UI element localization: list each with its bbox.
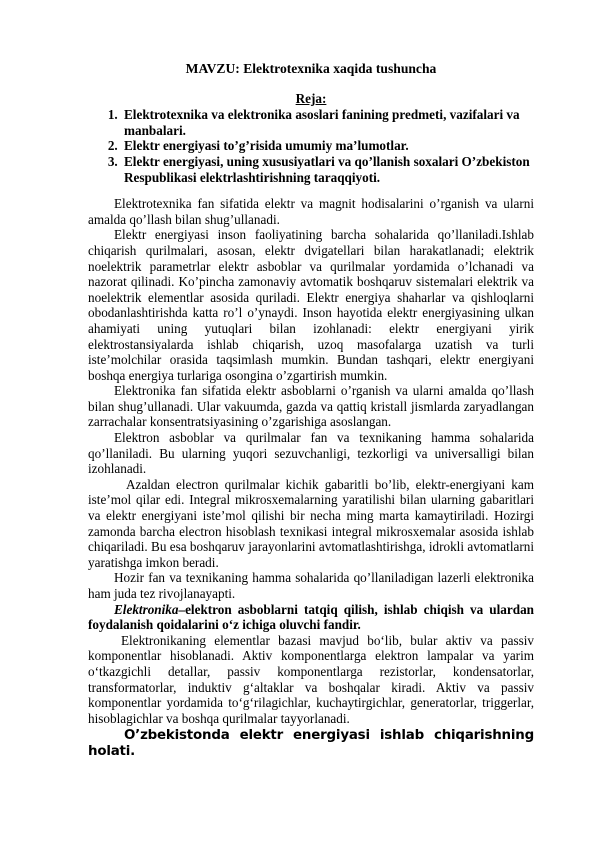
document-body xyxy=(88,196,534,759)
definition-paragraph xyxy=(88,602,534,633)
plan-item: 2. Elektr energiyasi to’g’risida umumiy ma’lumotlar. xyxy=(121,138,534,154)
paragraph: Elektronikaning elementlar bazasi mavjud bo‘lib, bular aktiv va passiv komponentlar hisoblanadi. Aktiv komponentlarga elektron lampalar va yarim o‘tkazgichli detallar, passiv komponentlarga rezistorlar, kondensatorlar, transformatorlar, induktiv g‘altaklar va boshqalar kiradi. Aktiv va passiv komponentlar yordamida to‘g‘rilagichlar, kuchaytirgichlar, generatorlar, triggerlar, hisoblagichlar va boshqa qurilmalar tayyorlanadi. xyxy=(88,632,534,726)
plan-heading: Reja: xyxy=(295,90,327,106)
paragraph: Elektrotexnika fan sifatida elektr va magnit hodisalarini o’rganish va ularni amalda qo’llash bilan shug’ullanadi. xyxy=(88,196,534,227)
page-title: MAVZU: Elektrotexnika xaqida tushuncha xyxy=(185,61,437,76)
definition-term: Elektronika xyxy=(114,601,179,617)
paragraph: Elektron asboblar va qurilmalar fan va texnikaning hamma sohalarida qo’llaniladi. Bu ularning yuqori sezuvchanligi, tezkorligi va universalligi bilan izohlanadi. xyxy=(88,430,534,477)
plan-item: 1. Elektrotexnika va elektronika asoslari fanining predmeti, vazifalari va manbalari. xyxy=(121,107,534,138)
definition-text: –elektron asboblarni tatqiq qilish, ishlab chiqish va ulardan foydalanish qoidalarini o‘z ichiga oluvchi fandir. xyxy=(88,601,534,633)
paragraph: Elektronika fan sifatida elektr asboblarni o’rganish va ularni amalda qo’llash bilan shug’ullanadi. Ular vakuumda, gazda va qattiq kristall jismlarda zaryadlangan zarrachalar konsentratsiyasining o’zgarishiga asoslangan. xyxy=(88,383,534,430)
paragraph: Hozir fan va texnikaning hamma sohalarida qo’llaniladigan lazerli elektronika ham juda tez rivojlanayapti. xyxy=(88,570,534,601)
paragraph: Azaldan electron qurilmalar kichik gabaritli bo’lib, elektr-energiyani kam iste’mol qilar edi. Integral mikrosxemalarning yaratilishi bilan ularning gabaritlari va elektr energiyani iste’mol qilishi bir necha ming marta kamaytiriladi. Hozirgi zamonda barcha electron hisoblash texnikasi integral mikrosxemalar asosida ishlab chiqariladi. Bu esa boshqaruv jarayonlarini avtomatlashtirishga, idrokli avtomatlarni yaratishga imkon beradi. xyxy=(88,476,534,570)
plan-list xyxy=(88,107,534,185)
paragraph: Elektr energiyasi inson faoliyatining barcha sohalarida qo’llaniladi.Ishlab chiqarish qurilmalari, asosan, elektr dvigatellari bilan harakatlanadi; elektrik noelektrik parametrlar elektr asboblar va qurilmalar yordamida o’lchanadi va nazorat qilinadi. Ko’pincha zamonaviy avtomatik boshqaruv sistemalari elektrik va noelektrik elementlar asosida quriladi. Elektr energiya shaharlar va qishloqlarni obodanlashtirishda katta ro’l o’ynaydi. Inson hayotida elektr energiyasining ulkan ahamiyati uning yutuqlari bilan izohlanadi: elektr energiyani yirik elektrostansiyalarda ishlab chiqarish, uzoq masofalarga uzatish va turli iste’molchilar orasida taqsimlash mumkin. Bundan tashqari, elektr energiyani boshqa energiya turlariga osongina o’zgartirish mumkin. xyxy=(88,227,534,383)
plan-item: 3. Elektr energiyasi, uning xususiyatlari va qo’llanish soxalari O’zbekiston Respublikasi elektrlashtirishning taraqqiyoti. xyxy=(121,154,534,185)
section-heading: O’zbekistonda elektr energiyasi ishlab chiqarishning holati. xyxy=(88,728,534,759)
